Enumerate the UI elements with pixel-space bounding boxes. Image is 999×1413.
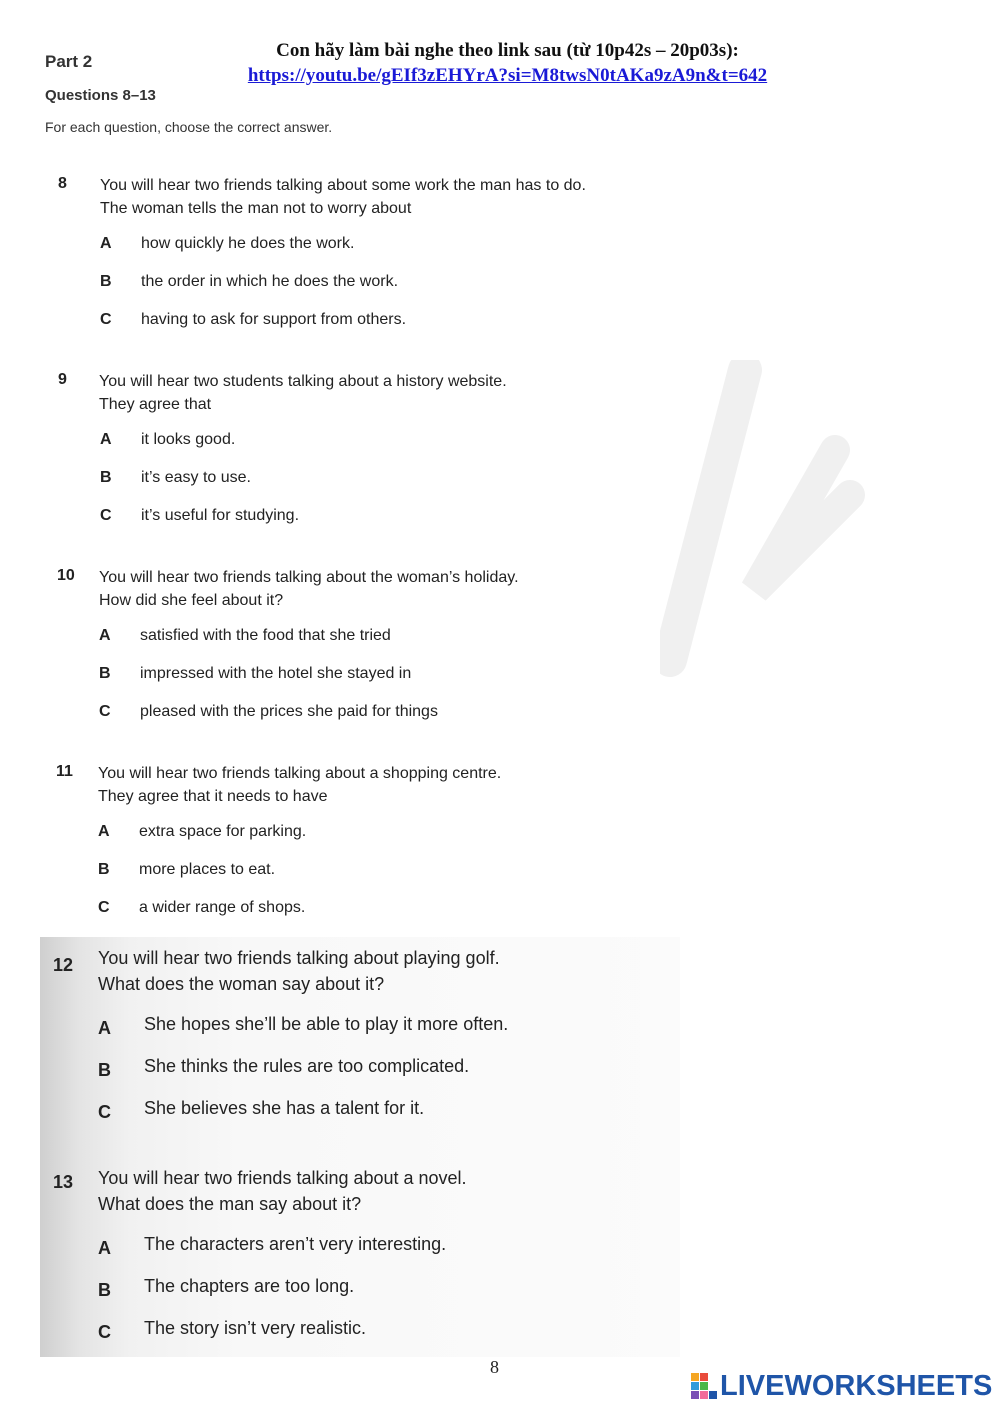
option-letter[interactable]: B — [100, 469, 112, 486]
question-number: 10 — [57, 567, 75, 584]
option-letter[interactable]: B — [98, 1280, 111, 1300]
option-text[interactable]: extra space for parking. — [139, 823, 307, 840]
option-text[interactable]: The characters aren’t very interesting. — [144, 1234, 447, 1254]
option-text[interactable]: it looks good. — [141, 431, 236, 448]
option-text[interactable]: satisfied with the food that she tried — [140, 627, 391, 644]
question-number: 13 — [53, 1172, 74, 1192]
option-text[interactable]: She thinks the rules are too complicated. — [144, 1056, 470, 1076]
watermark-graphic — [660, 360, 880, 680]
page-number: 8 — [490, 1357, 499, 1377]
question-stem: You will hear two friends talking about a novel. — [98, 1168, 467, 1188]
option-letter[interactable]: A — [98, 1238, 111, 1258]
question-number: 8 — [58, 175, 67, 192]
option-letter[interactable]: B — [98, 861, 110, 878]
option-letter[interactable]: A — [100, 431, 112, 448]
option-text[interactable]: impressed with the hotel she stayed in — [140, 665, 412, 682]
question-number: 12 — [53, 955, 74, 975]
listening-note: Con hãy làm bài nghe theo link sau (từ 10p42s – 20p03s): — [276, 40, 739, 61]
option-text[interactable]: The story isn’t very realistic. — [144, 1318, 367, 1338]
option-text[interactable]: more places to eat. — [139, 861, 276, 878]
option-text[interactable]: the order in which he does the work. — [141, 273, 399, 290]
option-letter[interactable]: B — [99, 665, 111, 682]
option-letter[interactable]: C — [100, 507, 112, 524]
question-stem: You will hear two friends talking about a shopping centre. — [98, 765, 502, 782]
option-letter[interactable]: B — [100, 273, 112, 290]
option-letter[interactable]: C — [98, 1102, 111, 1122]
option-text[interactable]: a wider range of shops. — [139, 899, 306, 916]
option-text[interactable]: it’s easy to use. — [141, 469, 251, 486]
option-letter[interactable]: A — [98, 1018, 111, 1038]
question-prompt: They agree that it needs to have — [98, 788, 328, 805]
option-text[interactable]: it’s useful for studying. — [141, 507, 300, 524]
question-prompt: They agree that — [99, 396, 212, 413]
option-letter[interactable]: A — [98, 823, 110, 840]
part-title: Part 2 — [45, 52, 93, 71]
question-number: 11 — [56, 763, 73, 780]
option-text[interactable]: The chapters are too long. — [144, 1276, 355, 1296]
option-letter[interactable]: B — [98, 1060, 111, 1080]
option-letter[interactable]: C — [99, 703, 111, 720]
scan-shading — [40, 937, 680, 1357]
option-text[interactable]: She hopes she’ll be able to play it more often. — [144, 1014, 509, 1034]
questions-range: Questions 8–13 — [45, 87, 156, 104]
option-text[interactable]: having to ask for support from others. — [141, 311, 407, 328]
option-letter[interactable]: C — [100, 311, 112, 328]
option-letter[interactable]: C — [98, 1322, 111, 1342]
question-stem: You will hear two friends talking about the woman’s holiday. — [99, 569, 519, 586]
option-text[interactable]: how quickly he does the work. — [141, 235, 355, 252]
instruction-text: For each question, choose the correct answer. — [45, 119, 333, 135]
video-link[interactable]: https://youtu.be/gEIf3zEHYrA?si=M8twsN0tAKa9zA9n&t=642 — [247, 65, 768, 86]
question-number: 9 — [58, 371, 67, 388]
option-text[interactable]: She believes she has a talent for it. — [144, 1098, 425, 1118]
question-prompt: How did she feel about it? — [99, 592, 284, 609]
question-prompt: The woman tells the man not to worry about — [100, 200, 412, 217]
liveworksheets-logo-icon — [690, 1372, 718, 1400]
option-letter[interactable]: C — [98, 899, 110, 916]
question-stem: You will hear two friends talking about some work the man has to do. — [100, 177, 586, 194]
question-prompt: What does the man say about it? — [98, 1194, 362, 1214]
question-stem: You will hear two friends talking about playing golf. — [98, 948, 500, 968]
question-stem: You will hear two students talking about a history website. — [99, 373, 507, 390]
liveworksheets-brand: LIVEWORKSHEETS — [720, 1370, 993, 1402]
option-text[interactable]: pleased with the prices she paid for things — [140, 703, 438, 720]
question-prompt: What does the woman say about it? — [98, 974, 385, 994]
option-letter[interactable]: A — [99, 627, 111, 644]
option-letter[interactable]: A — [100, 235, 112, 252]
